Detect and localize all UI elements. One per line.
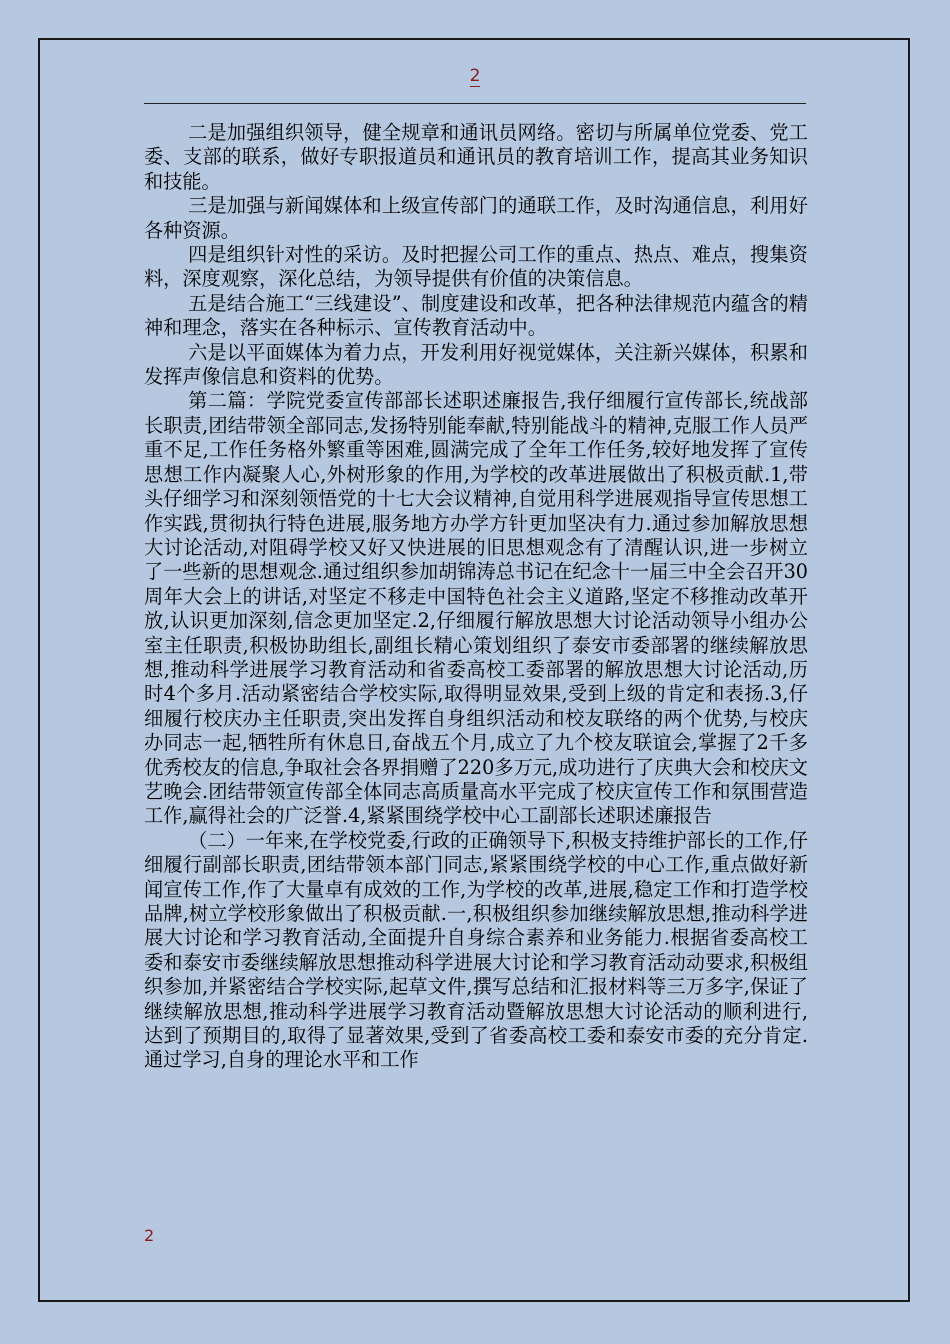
footer-page-number: 2 — [144, 1226, 155, 1245]
document-body — [144, 121, 808, 1073]
paragraph: 二是加强组织领导，健全规章和通讯员网络。密切与所属单位党委、党工委、支部的联系，做好专职报道员和通讯员的教育培训工作，提高其业务知识和技能。 — [144, 121, 808, 193]
header-page-number — [0, 66, 950, 86]
paragraph: 第二篇：学院党委宣传部部长述职述廉报告,我仔细履行宣传部长,统战部长职责,团结带领全部同志,发扬特别能奉献,特别能战斗的精神,克服工作人员严重不足,工作任务格外繁重等困难,圆满完成了全年工作任务,较好地发挥了宣传思想工作内凝聚人心,外树形象的作用,为学校的改革进展做出了积极贡献.1,带头仔细学习和深刻领悟党的十七大会议精神,自觉用科学进展观指导宣传思想工作实践,贯彻执行特色进展,服务地方办学方针更加坚决有力.通过参加解放思想大讨论活动,对阻碍学校又好又快进展的旧思想观念有了清醒认识,进一步树立了一些新的思想观念.通过组织参加胡锦涛总书记在纪念十一届三中全会召开30周年大会上的讲话,对坚定不移走中国特色社会主义道路,坚定不移推动改革开放,认识更加深刻,信念更加坚定.2,仔细履行解放思想大讨论活动领导小组办公室主任职责,积极协助组长,副组长精心策划组织了泰安市委部署的继续解放思想,推动科学进展学习教育活动和省委高校工委部署的解放思想大讨论活动,历时4个多月.活动紧密结合学校实际,取得明显效果,受到上级的肯定和表扬.3,仔细履行校庆办主任职责,突出发挥自身组织活动和校友联络的两个优势,与校庆办同志一起,牺牲所有休息日,奋战五个月,成立了九个校友联谊会,掌握了2千多优秀校友的信息,争取社会各界捐赠了220多万元,成功进行了庆典大会和校庆文艺晚会.团结带领宣传部全体同志高质量高水平完成了校庆宣传工作和氛围营造工作,赢得社会的广泛誉.4,紧紧围绕学校中心工副部长述职述廉报告 — [144, 389, 808, 828]
header-page-number-text: 2 — [469, 66, 481, 86]
paragraph: 三是加强与新闻媒体和上级宣传部门的通联工作，及时沟通信息，利用好各种资源。 — [144, 194, 808, 242]
header-divider — [144, 103, 806, 104]
paragraph: 四是组织针对性的采访。及时把握公司工作的重点、热点、难点，搜集资料，深度观察，深化总结，为领导提供有价值的决策信息。 — [144, 243, 808, 291]
paragraph: 六是以平面媒体为着力点，开发利用好视觉媒体，关注新兴媒体，积累和发挥声像信息和资料的优势。 — [144, 340, 808, 389]
paragraph: 五是结合施工“三线建设”、制度建设和改革，把各种法律规范内蕴含的精神和理念，落实在各种标示、宣传教育活动中。 — [144, 291, 808, 340]
paragraph: （二）一年来,在学校党委,行政的正确领导下,积极支持维护部长的工作,仔细履行副部长职责,团结带领本部门同志,紧紧围绕学校的中心工作,重点做好新闻宣传工作,作了大量卓有成效的工作,为学校的改革,进展,稳定工作和打造学校品牌,树立学校形象做出了积极贡献.一,积极组织参加继续解放思想,推动科学进展大讨论和学习教育活动,全面提升自身综合素养和业务能力.根据省委高校工委和泰安市委继续解放思想推动科学进展大讨论和学习教育活动动要求,积极组织参加,并紧密结合学校实际,起草文件,撰写总结和汇报材料等三万多字,保证了继续解放思想,推动科学进展学习教育活动暨解放思想大讨论活动的顺利进行,达到了预期目的,取得了显著效果,受到了省委高校工委和泰安市委的充分肯定.通过学习,自身的理论水平和工作 — [144, 828, 808, 1072]
